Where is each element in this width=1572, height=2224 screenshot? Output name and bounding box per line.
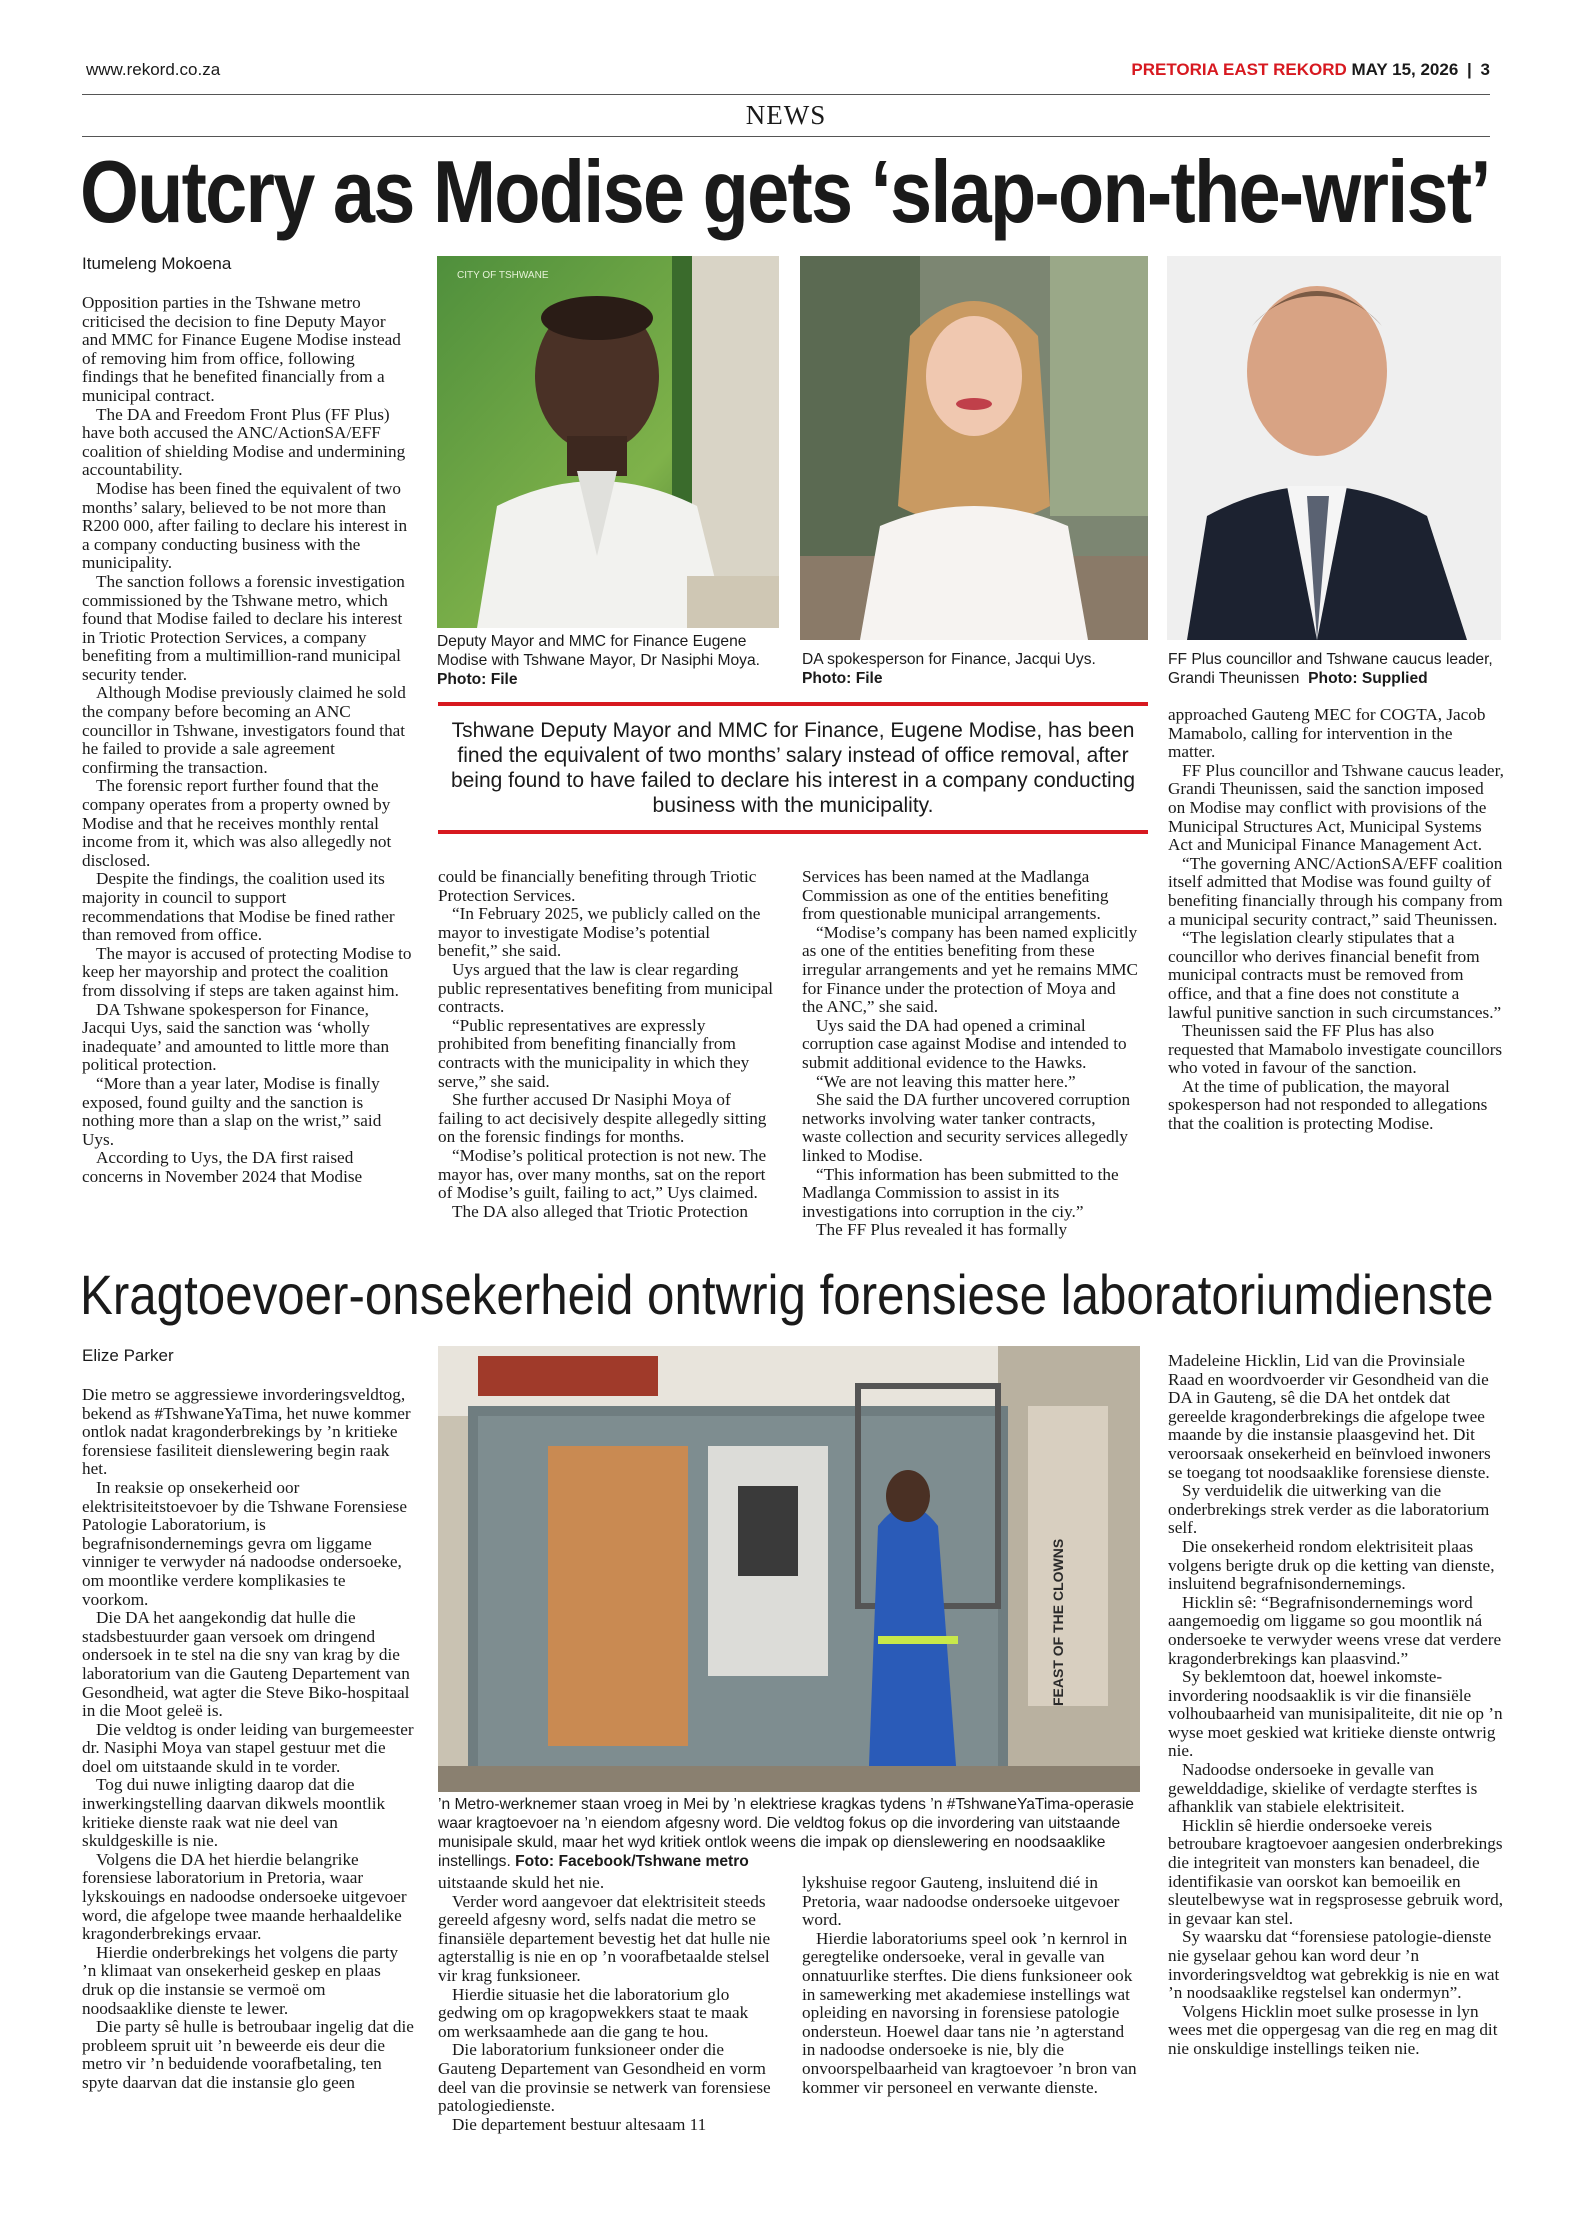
paragraph: FF Plus councillor and Tshwane caucus leader, Grandi Theunissen, said the sanction imposed on Modise may conflict with provisions of the Municipal Structures Act, Municipal Systems Act and Municipal Finance Management Act. [1168, 760, 1504, 855]
paragraph: “Public representatives are expressly prohibited from benefiting financially from contracts with the municipality in which they serve,” she said. [438, 1015, 750, 1091]
paragraph: Theunissen said the FF Plus has also requested that Mamabolo investigate councillors who voted in favour of the sanction. [1168, 1021, 1503, 1078]
paragraph: The DA also alleged that Triotic Protection [452, 1201, 748, 1221]
paragraph: Hierdie onderbrekings het volgens die party ’n klimaat van onsekerheid geskep en plaas druk op die instansie se vermoë om noodsaaklike dienste te lewer. [82, 1942, 399, 2018]
paragraph: “The governing ANC/ActionSA/EFF coalition itself admitted that Modise was found guilty of benefiting financially through his company from a municipal security contract,” said Theunissen. [1168, 853, 1503, 929]
paragraph: Sy waarsku dat “forensiese patologie-dienste nie gyselaar gehou kan word deur ’n invorderingsveldtog wat gebrekkig is nie en wat ’n noodsaaklike regstelsel kan ondermyn”. [1168, 1927, 1500, 2003]
paragraph: Verder word aangevoer dat elektrisiteit steeds gereeld afgesny word, selfs nadat die metro se finansiële departement bevestig het dat hulle nie agterstallig is nie en op ’n voorafbetaalde stelsel vir krag funksioneer. [438, 1891, 771, 1985]
photo-metro-worker-caption [438, 1795, 1140, 1871]
article1-column-4 [1168, 706, 1504, 1134]
photo-modise [437, 256, 779, 628]
photo-metro-worker [438, 1346, 1140, 1792]
article2-byline: Elize Parker [82, 1346, 174, 1365]
issue-info [1131, 60, 1490, 80]
paragraph: “Modise’s political protection is not new. The mayor has, over many months, sat on the report of Modise’s guilt, failing to act,” Uys claimed. [438, 1145, 767, 1203]
paragraph: Hierdie laboratoriums speel ook ’n kernrol in geregtelike ondersoeke, veral in gevalle van onnatuurlike sterftes. Die diens funksioneer ook in samewerking met akademiese instellings wat opleiding en navorsing in forensiese patologie ondersteun. Hoewel daar tans nie ’n agterstand in nadoodse ondersoeke is nie, bly die onvoorspelbaarheid van kragtoevoer ’n bron van kommer vir personeel en verwante dienste. [802, 1928, 1137, 2097]
article1-column-1 [82, 294, 412, 1187]
page-number: 3 [1480, 60, 1490, 79]
photo-theunissen-caption [1168, 650, 1508, 688]
photo-uys-image [800, 256, 1148, 640]
paragraph: Hierdie situasie het die laboratorium glo gedwing om op kragopwekkers staat te maak om werksaamhede aan die gang te hou. [438, 1984, 749, 2041]
photo-uys-caption-text: DA spokesperson for Finance, Jacqui Uys. [802, 651, 1096, 668]
paragraph: Modise has been fined the equivalent of two months’ salary, believed to be not more than R200 000, after failing to declare his interest in a company conducting business with the municipality. [82, 478, 408, 573]
paragraph: Although Modise previously claimed he sold the company before becoming an ANC councillor in Tshwane, investigators found that he failed to provide a sale agreement confirming the transaction. [82, 683, 406, 777]
paragraph: She said the DA further uncovered corruption networks involving water tanker contracts, waste collection and security services allegedly linked to Modise. [802, 1090, 1131, 1165]
paragraph: “We are not leaving this matter here.” [816, 1071, 1076, 1091]
paragraph: Volgens die DA het hierdie belangrike forensiese laboratorium in Pretoria, waar lykskouings en nadoodse ondersoeke uitgevoer word, die afgelope twee maande herhaaldelike kragonderbrekings ervaar. [82, 1849, 407, 1944]
paragraph: “This information has been submitted to the Madlanga Commission to assist in its investigations into corruption in the ciy.” [802, 1164, 1119, 1221]
pullquote: Tshwane Deputy Mayor and MMC for Finance, Eugene Modise, has been fined the equivalent of two months’ salary instead of office removal, after being found to have failed to declare his interest in a company conducting business with the municipality. [450, 719, 1136, 817]
paragraph: In reaksie op onsekerheid oor elektrisiteitstoevoer by die Tshwane Forensiese Patologie Laboratorium, is begrafnisondernemings gevra om liggame vinniger te verwyder ná nadoodse ondersoeke, om moontlike verdere komplikasies te voorkom. [82, 1477, 407, 1609]
paragraph: “The legislation clearly stipulates that a councillor who derives financial benefit from municipal contracts must be removed from office, and that a fine does not constitute a lawful punitive sanction in such circumstances.” [1168, 928, 1502, 1022]
article1-column-3 [802, 868, 1138, 1240]
paragraph: DA Tshwane spokesperson for Finance, Jacqui Uys, said the sanction was ‘wholly inadequate’ and amounted to little more than political protection. [82, 999, 390, 1075]
paragraph: At the time of publication, the mayoral spokesperson had not responded to allegations that the coalition is protecting Modise. [1168, 1076, 1488, 1134]
site-url[interactable]: www.rekord.co.za [86, 60, 221, 79]
photo-uys-credit: Photo: File [802, 670, 883, 687]
paragraph: uitstaande skuld het nie. [438, 1873, 605, 1892]
paragraph: “In February 2025, we publicly called on the mayor to investigate Modise’s potential benefit,” she said. [438, 904, 761, 961]
paragraph: She further accused Dr Nasiphi Moya of failing to act decisively despite allegedly sitting on the forensic findings for months. [438, 1090, 767, 1147]
photo-modise-image [437, 256, 779, 628]
photo-metro-worker-image [438, 1346, 1140, 1792]
pullquote-rule-bottom [438, 830, 1148, 834]
paragraph: Hicklin sê: “Begrafnisondernemings word aangemoedig om liggame so gou moontlik ná ondersoeke te verwyder weens vrese dat verdere kragonderbrekings kan plaasvind.” [1168, 1592, 1502, 1668]
photo-modise-caption [437, 632, 782, 689]
paragraph: Hicklin sê hierdie ondersoeke vereis betroubare kragtoevoer aangesien onderbrekings die integriteit van monsters kan benadeel, die identifikasie van oorskot kan bemoeilik en sleutelbewyse wat in regsprosesse gebruik word, in gevaar kan stel. [1168, 1815, 1504, 1928]
photo-theunissen-image [1167, 256, 1501, 640]
paragraph: The mayor is accused of protecting Modise to keep her mayorship and protect the coalition from dissolving if steps are taken against him. [82, 943, 412, 1000]
header-rule [82, 94, 1490, 95]
paragraph: Tog dui nuwe inligting daarop dat die inwerkingstelling daarvan dikwels moontlik kritieke dienste raak wat nie deel van skuldgeskille is nie. [82, 1775, 386, 1851]
paragraph: The FF Plus revealed it has formally [816, 1220, 1068, 1240]
paragraph: Volgens Hicklin moet sulke prosesse in lyn wees met die oppergesag van die reg en mag dit nie onskuldige instellings teiken nie. [1168, 2001, 1498, 2058]
article1-headline: Outcry as Modise gets ‘slap-on-the-wrist’ [80, 142, 1490, 241]
paragraph: Madeleine Hicklin, Lid van die Provinsiale Raad en woordvoerder vir Gesondheid van die DA in Gauteng, sê die DA het ontdek dat gereelde kragonderbrekings die afgelope twee maande by die instansie plaasgevind het. Dit veroorsaak onsekerheid en beïnvloed inwoners se toegang tot noodsaaklike forensiese dienste. [1168, 1351, 1491, 1482]
article2-column-1 [82, 1386, 416, 2093]
pullquote-rule-top [438, 702, 1148, 706]
photo-uys [800, 256, 1148, 640]
paragraph: approached Gauteng MEC for COGTA, Jacob Mamabolo, calling for intervention in the matter. [1168, 705, 1486, 762]
paragraph: Uys said the DA had opened a criminal corruption case against Modise and intended to submit additional evidence to the Hawks. [802, 1015, 1127, 1072]
paragraph: Die DA het aangekondig dat hulle die stadsbestuurder gaan versoek om dringend ondersoek in te stel na die sny van krag by die laboratorium van die Gauteng Departement van Gesondheid, wat agter die Steve Biko-hospitaal in die Moot geleë is. [82, 1608, 410, 1721]
photo-modise-credit: Photo: File [437, 671, 518, 688]
paragraph: could be financially benefiting through Triotic Protection Services. [438, 867, 757, 905]
photo-modise-caption-text: Deputy Mayor and MMC for Finance Eugene Modise with Tshwane Mayor, Dr Nasiphi Moya. [437, 633, 760, 669]
paragraph: Despite the findings, the coalition used its majority in council to support recommendations that Modise be fined rather than removed from office. [82, 869, 395, 945]
paragraph: According to Uys, the DA first raised concerns in November 2024 that Modise [82, 1148, 363, 1186]
paragraph: Uys argued that the law is clear regarding public representatives benefiting from municipal contracts. [438, 959, 774, 1017]
paragraph: Die departement bestuur altesaam 11 [452, 2114, 707, 2134]
article1-column-2 [438, 868, 774, 1221]
paragraph: Nadoodse ondersoeke in gevalle van gewelddadige, skielike of verdagte sterftes is afhanklik van stabiele elektrisiteit. [1168, 1760, 1478, 1817]
tshwane-logo-text: CITY OF TSHWANE [457, 270, 549, 281]
paragraph: lykshuise regoor Gauteng, insluitend dié in Pretoria, waar nadoodse ondersoeke uitgevoer word. [802, 1873, 1120, 1930]
photo-theunissen-credit: Photo: Supplied [1308, 670, 1428, 687]
paragraph: Sy beklemtoon dat, hoewel inkomste-invordering noodsaaklik is vir die finansiële volhoubaarheid van munisipaliteite, dit nie op ’n wyse moet geskied wat kritieke dienste ontwrig nie. [1168, 1667, 1503, 1761]
paragraph: “Modise’s company has been named explicitly as one of the entities benefiting from these irregular arrangements and yet he remains MMC for Finance under the protection of Moya and the ANC,” she said. [802, 922, 1138, 1017]
section-label: NEWS [745, 100, 827, 130]
paragraph: The DA and Freedom Front Plus (FF Plus) have both accused the ANC/ActionSA/EFF coalition of shielding Modise and undermining accountability. [82, 404, 406, 480]
issue-date: MAY 15, 2026 [1351, 60, 1459, 79]
photo-wall-text: FEAST OF THE CLOWNS [1050, 1538, 1066, 1706]
photo-metro-worker-credit: Foto: Facebook/Tshwane metro [515, 1853, 749, 1870]
paragraph: “More than a year later, Modise is finally exposed, found guilty and the sanction is nothing more than a slap on the wrist,” said Uys. [82, 1073, 382, 1149]
paragraph: Sy verduidelik die uitwerking van die onderbrekings strek verder as die laboratorium self. [1168, 1481, 1490, 1538]
paragraph: Die laboratorium funksioneer onder die Gauteng Departement van Gesondheid en vorm deel van die provinsie se netwerk van forensiese patologiedienste. [438, 2040, 771, 2116]
paragraph: Die party sê hulle is betroubaar ingelig dat die probleem spruit uit ’n beweerde eis deur die metro vir ’n beduidende voorafbetaling, ten spyte daarvan dat die instansie glo geen [82, 2017, 414, 2092]
article2-column-4 [1168, 1352, 1504, 2059]
photo-theunissen [1167, 256, 1501, 640]
paragraph: Services has been named at the Madlanga Commission as one of the entities benefiting from questionable municipal arrangements. [802, 867, 1109, 924]
publication-name: PRETORIA EAST REKORD [1131, 60, 1347, 79]
article2-column-2 [438, 1874, 774, 2134]
article2-headline: Kragtoevoer-onsekerheid ontwrig forensiese laboratoriumdienste [80, 1263, 1494, 1326]
paragraph: Opposition parties in the Tshwane metro criticised the decision to fine Deputy Mayor and MMC for Finance Eugene Modise instead of removing him from office, following findings that he benefited financially from a municipal contract. [82, 293, 401, 405]
section-rule [82, 136, 1490, 137]
paragraph: The sanction follows a forensic investigation commissioned by the Tshwane metro, which found that Modise failed to declare his interest in Triotic Protection Services, a company benefiting from a multimillion-rand municipal security tender. [82, 571, 405, 684]
article1-byline: Itumeleng Mokoena [82, 254, 232, 273]
paragraph: Die onsekerheid rondom elektrisiteit plaas volgens berigte druk op die ketting van dienste, insluitend begrafnisondernemings. [1168, 1536, 1495, 1594]
photo-uys-caption [802, 650, 1147, 688]
photo-metro-worker-caption-text: ’n Metro-werknemer staan vroeg in Mei by ’n elektriese kragkas tydens ’n #TshwaneYaTima-operasie waar kragtoevoer na ’n eiendom afgesny word. Die veldtog fokus op die invordering van uitstaande munisipale skuld, maar het wyd kritiek ontlok weens die impak op dienslewering en noodsaaklike instellings. [438, 1796, 1134, 1870]
paragraph: Die veldtog is onder leiding van burgemeester dr. Nasiphi Moya van stapel gestuur met die doel om uitstaande skuld in te vorder. [82, 1719, 414, 1776]
paragraph: Die metro se aggressiewe invorderingsveldtog, bekend as #TshwaneYaTima, het nuwe kommer ontlok nadat kragonderbrekings by ’n kritieke forensiese fasiliteit dienslewering begin raak het. [82, 1385, 411, 1479]
article2-column-3 [802, 1874, 1138, 2097]
paragraph: The forensic report further found that the company operates from a property owned by Modise and that he receives monthly rental income from it, which was also allegedly not disclosed. [82, 776, 392, 870]
photo-theunissen-caption-text: FF Plus councillor and Tshwane caucus leader, Grandi Theunissen [1168, 651, 1493, 687]
separator: | [1467, 60, 1472, 79]
